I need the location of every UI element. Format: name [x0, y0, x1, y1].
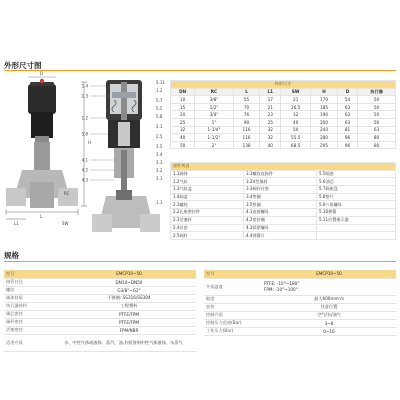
table-cell: 不锈钢: SS316/SS304	[62, 294, 196, 302]
table-cell: 295	[311, 141, 338, 149]
parts-table	[170, 162, 396, 240]
table-cell: 116	[233, 134, 260, 142]
table-cell: 25	[171, 118, 195, 126]
table-cell: 3.1螺纹连接件	[244, 170, 317, 178]
table-cell: 138	[233, 141, 260, 149]
parts-table-row	[171, 186, 396, 194]
dimension-table-row	[171, 134, 396, 142]
col-dn: DN	[171, 88, 195, 96]
dim-label-h: H	[88, 140, 92, 145]
spec-key: 适用介质	[4, 334, 62, 351]
table-cell: 40	[171, 134, 195, 142]
table-cell: 1.2气缸	[171, 178, 244, 186]
table-cell: 3/8"	[195, 96, 233, 104]
callout-5-6: 5.6	[81, 131, 88, 137]
spec-left-media-row	[4, 334, 196, 351]
valve-drawing	[4, 71, 170, 250]
table-cell: 55	[233, 96, 260, 104]
specs-section-title: 规格	[4, 251, 19, 260]
callout-2-1: 2.1	[156, 124, 163, 129]
table-cell: 4.1连接螺母	[244, 209, 317, 217]
table-cell: 控制压力范围(Bar)	[204, 319, 262, 327]
callout-3-1: 3.1	[156, 176, 163, 181]
spec-left-row	[4, 294, 196, 302]
table-cell: 1-1/4"	[195, 126, 233, 134]
table-cell: 4.4弹簧片	[244, 232, 317, 240]
table-cell: 1.3气缸盖	[171, 186, 244, 194]
spec-left-row	[4, 286, 196, 294]
table-cell: 安装	[204, 303, 262, 311]
parts-table-row	[171, 209, 396, 217]
table-cell: 活塞密封	[4, 326, 62, 334]
table-cell: PTFE: -10°~180° FPM: -10°~100°	[262, 278, 396, 295]
table-cell: 粘度	[204, 295, 262, 303]
table-cell: 80	[358, 134, 396, 142]
spec-table-left	[4, 270, 196, 352]
spec-right-body	[204, 278, 396, 335]
spec-right-header	[204, 270, 396, 278]
table-cell: 63	[337, 118, 357, 126]
dimension-table-title: 外形尺寸	[171, 81, 396, 89]
spec-left-row	[4, 318, 196, 326]
dimension-table	[170, 80, 396, 149]
callout-1-3: 1.3	[81, 93, 88, 99]
dim-label-sw: SW	[62, 221, 69, 226]
table-cell: 17	[260, 96, 281, 104]
callout-5-11: 5.11	[156, 80, 165, 85]
table-cell: 螺纹	[4, 286, 62, 294]
dimension-table-header	[171, 88, 396, 96]
table-cell: 2.1螺栓	[171, 201, 244, 209]
table-cell: 96	[337, 134, 357, 142]
table-cell: 10	[171, 96, 195, 104]
dimension-table-row	[171, 118, 396, 126]
table-cell: 96	[337, 141, 357, 149]
table-cell: 任意位置	[262, 303, 396, 311]
dimensions-section-title: 外形尺寸图	[4, 61, 42, 70]
spec-right-row	[204, 303, 396, 311]
table-cell: 3.3阀杆衬套	[244, 186, 317, 194]
table-cell: 2.2孔座密封件	[171, 209, 244, 217]
col-d: D	[337, 88, 357, 96]
table-cell: 63	[358, 126, 396, 134]
dimension-table-row	[171, 96, 396, 104]
section-underline	[4, 70, 396, 71]
spec-left-header-value: EMCP10~50	[62, 270, 196, 278]
table-cell: 50	[358, 118, 396, 126]
parts-table-title: 部件列表	[171, 163, 396, 171]
callout-1-2-right: 1.2	[156, 88, 163, 93]
spec-left-header	[4, 270, 196, 278]
callout-1-4: 1.4	[81, 83, 88, 89]
table-cell: 32	[260, 134, 281, 142]
table-cell: 1"	[195, 118, 233, 126]
dim-label-d: D	[40, 71, 44, 76]
callout-4-1: 4.1	[81, 157, 88, 163]
parts-table-row	[171, 170, 396, 178]
table-cell: 185	[311, 103, 338, 111]
table-cell: 116	[233, 126, 260, 134]
table-cell: 1-1/2"	[195, 134, 233, 142]
table-cell: 工作压力(Bar)	[204, 327, 262, 335]
spec-right-header-value: EMCP10~50	[262, 270, 396, 278]
parts-table-row	[171, 216, 396, 224]
table-cell: 阀杆密封	[4, 318, 62, 326]
callout-3-3: 3.3	[156, 160, 163, 165]
col-actuator: 执行器	[358, 88, 396, 96]
parts-table-row	[171, 224, 396, 232]
callout-1-1: 1.1	[156, 200, 163, 205]
table-cell: 200	[311, 118, 338, 126]
callout-5-7: 5.7	[156, 98, 163, 103]
spec-right-row	[204, 278, 396, 295]
table-cell: 最大600mm²/s	[262, 295, 396, 303]
table-cell: 21	[281, 96, 311, 104]
table-cell: 5.9六角螺母	[317, 201, 396, 209]
table-cell	[317, 224, 396, 232]
table-cell: 190	[311, 111, 338, 119]
spec-right-row	[204, 311, 396, 319]
dim-label-l1: L1	[14, 221, 19, 226]
spec-left-row	[4, 326, 196, 334]
table-cell: 240	[311, 126, 338, 134]
dimension-table-row	[171, 141, 396, 149]
table-cell: 20	[171, 111, 195, 119]
table-cell: 23	[260, 111, 281, 119]
table-cell: 25	[260, 118, 281, 126]
valve-external-view	[6, 77, 87, 219]
table-cell: 26.5	[281, 103, 311, 111]
table-cell: 介质温度	[204, 278, 262, 295]
callout-3-5: 3.5	[156, 144, 163, 149]
table-cell: 5.10弹簧	[317, 209, 396, 217]
table-cell: 2.4衬套	[171, 224, 244, 232]
table-cell: 50	[358, 103, 396, 111]
table-cell: 68.5	[281, 141, 311, 149]
callout-4-3: 4.3	[81, 177, 88, 183]
dim-label-rc: RC	[64, 191, 70, 196]
table-cell: 3.4垫圈	[244, 193, 317, 201]
spec-left-row	[4, 310, 196, 318]
table-cell	[317, 232, 396, 240]
table-cell: 5.8垫片	[317, 193, 396, 201]
table-cell: 0~16	[262, 327, 396, 335]
table-cell: 1.4阀盖	[171, 193, 244, 201]
section-underline	[4, 261, 396, 262]
table-cell: 3.2V型填料	[244, 178, 317, 186]
callout-labels-right	[156, 80, 165, 205]
table-cell: 280	[311, 134, 338, 142]
spec-right-row	[204, 327, 396, 335]
callout-5-8: 5.8	[156, 114, 163, 119]
table-cell: 70	[233, 103, 260, 111]
table-cell: 接管口径	[4, 278, 62, 286]
dim-label-l: L	[40, 214, 43, 219]
table-cell: 4.2密封圈	[244, 216, 317, 224]
table-cell: 3.5垫圈	[244, 201, 317, 209]
parts-table-row	[171, 178, 396, 186]
table-cell: 50	[281, 126, 311, 134]
table-cell: 40	[281, 118, 311, 126]
table-cell: DN10~DN50	[62, 278, 196, 286]
table-cell: 170	[311, 96, 338, 104]
col-sw: SW	[281, 88, 311, 96]
table-cell: 阀芯密封	[4, 310, 62, 318]
parts-table-body	[171, 170, 396, 239]
table-cell: 32	[281, 111, 311, 119]
table-cell: 63	[337, 103, 357, 111]
table-cell: 50	[171, 141, 195, 149]
table-cell: 54	[337, 96, 357, 104]
table-cell: 3/4"	[195, 111, 233, 119]
spec-table-right	[204, 270, 396, 336]
dimension-table-body	[171, 96, 396, 149]
callout-5-5: 5.5	[156, 106, 163, 111]
table-cell: FPM/NBR	[62, 326, 196, 334]
table-cell: 21	[260, 103, 281, 111]
spec-left-header-key: 型号	[4, 270, 62, 278]
callout-3-2: 3.2	[156, 168, 163, 173]
table-cell: G3/8"~G2"	[62, 286, 196, 294]
dimension-table-row	[171, 126, 396, 134]
table-cell: PTFE/FPM	[62, 318, 196, 326]
table-cell: 40	[260, 141, 281, 149]
spec-left-row	[4, 278, 196, 286]
parts-table-row	[171, 201, 396, 209]
spec-value: 水、中性气体或液体、蒸汽、油,有机溶剂中性气体液体、水蒸气	[62, 334, 196, 351]
table-cell: 50	[358, 96, 396, 104]
table-cell: 80	[358, 141, 396, 149]
table-cell: 工程塑料	[62, 302, 196, 310]
spec-left-body	[4, 278, 196, 334]
spec-right-row	[204, 295, 396, 303]
dimension-table-row	[171, 111, 396, 119]
table-cell: 1.1阀体	[171, 170, 244, 178]
callout-3-4: 3.4	[156, 152, 163, 157]
col-h: H	[311, 88, 338, 96]
dimension-table-row	[171, 103, 396, 111]
table-cell: 阀体材质	[4, 294, 62, 302]
table-cell: 执行器材料	[4, 302, 62, 310]
spec-right-header-key: 型号	[204, 270, 262, 278]
valve-section-view	[92, 80, 160, 232]
callout-4-2: 4.2	[81, 167, 88, 173]
table-cell: 50	[358, 111, 396, 119]
table-cell: 2"	[195, 141, 233, 149]
callout-2-5: 2.5	[156, 134, 163, 139]
parts-table-row	[171, 232, 396, 240]
parts-table-row	[171, 193, 396, 201]
col-l: L	[233, 88, 260, 96]
table-cell: 3~8	[262, 319, 396, 327]
table-cell: 4.3锁紧螺母	[244, 224, 317, 232]
table-cell: 2.5阀杆	[171, 232, 244, 240]
spec-right-row	[204, 319, 396, 327]
table-cell: 63	[337, 111, 357, 119]
col-rc: RC	[195, 88, 233, 96]
table-cell: 76	[233, 111, 260, 119]
table-cell: 5.7阀座盘	[317, 186, 396, 194]
table-cell: 5.5隔套	[317, 170, 396, 178]
table-cell: 控制介质	[204, 311, 262, 319]
col-l1: L1	[260, 88, 281, 96]
table-cell: 32	[171, 126, 195, 134]
table-cell: 15	[171, 103, 195, 111]
table-cell: 81	[337, 126, 357, 134]
table-cell: 32	[260, 126, 281, 134]
table-cell: 55.5	[281, 134, 311, 142]
spec-left-row	[4, 302, 196, 310]
table-cell: 5.6油芯	[317, 178, 396, 186]
table-cell: 2.3活塞杆	[171, 216, 244, 224]
table-cell: 1/2"	[195, 103, 233, 111]
callout-1-2: 1.2	[81, 115, 88, 121]
table-cell: 5.11位置指示器	[317, 216, 396, 224]
table-cell: PTFE/FPM	[62, 310, 196, 318]
table-cell: 90	[233, 118, 260, 126]
table-cell: 空气/水/油气	[262, 311, 396, 319]
